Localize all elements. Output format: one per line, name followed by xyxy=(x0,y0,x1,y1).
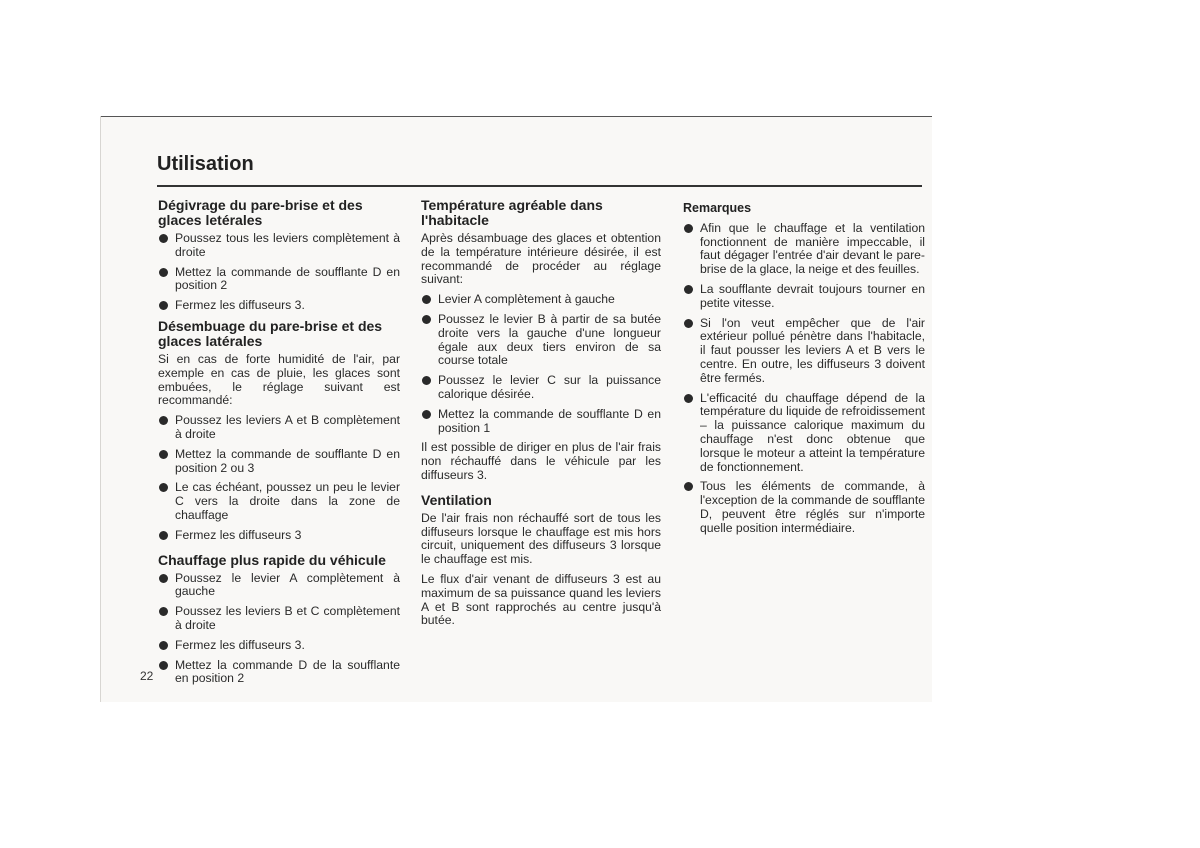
section-heading-ventilation: Ventilation xyxy=(421,491,492,508)
list-item: Poussez le levier C sur la puissance calorique désirée. xyxy=(421,374,661,402)
list-item: Le cas échéant, poussez un peu le levier C vers la droite dans la zone de chauffage xyxy=(158,481,400,522)
list-item: Poussez les leviers B et C complètement à droite xyxy=(158,605,400,633)
chauffage-rapide-list xyxy=(158,572,400,687)
list-item: Si l'on veut empêcher que de l'air extérieur pollué pénètre dans l'habitacle, il faut pousser les leviers A et B vers le centre. En outre, les diffuseurs 3 doivent être fermés. xyxy=(683,317,925,386)
list-item: Poussez tous les leviers complètement à droite xyxy=(158,232,400,260)
list-item: Poussez le levier A complètement à gauche xyxy=(158,572,400,600)
section-heading-remarques: Remarques xyxy=(683,201,752,215)
list-item: Afin que le chauffage et la ventilation fonctionnent de manière impeccable, il faut dégager l'entrée d'air devant le pare-brise de la glace, la neige et des feuilles. xyxy=(683,222,925,277)
title-rule xyxy=(157,185,922,187)
list-item: Fermez les diffuseurs 3 xyxy=(158,529,400,543)
page-left-edge xyxy=(100,116,101,702)
list-item: Poussez le levier B à partir de sa butée droite vers la gauche d'une longueur égale aux deux tiers environ de sa course totale xyxy=(421,313,661,368)
list-item: Fermez les diffuseurs 3. xyxy=(158,639,400,653)
page-title: Utilisation xyxy=(157,153,254,175)
temperature-paragraph-2: Il est possible de diriger en plus de l'air frais non réchauffé dans le véhicule par les diffuseurs 3. xyxy=(421,440,661,482)
column-left xyxy=(158,198,400,692)
list-item: Tous les éléments de commande, à l'exception de la commande de soufflante D, peuvent être réglés sur n'importe quelle position intermédiaire. xyxy=(683,480,925,535)
desembuage-paragraph: Si en cas de forte humidité de l'air, par exemple en cas de pluie, les glaces sont embuées, le réglage suivant est recommandé: xyxy=(158,351,400,408)
ventilation-paragraph-2: Le flux d'air venant de diffuseurs 3 est au maximum de sa puissance quand les leviers A et B sont rapprochés au centre jusqu'à butée. xyxy=(421,571,661,628)
desembuage-list xyxy=(158,414,400,542)
column-right xyxy=(683,198,925,542)
column-middle xyxy=(421,198,661,634)
section-heading-desembuage: Désembuage du pare-brise et des glaces latérales xyxy=(158,317,383,349)
section-heading-chauffage-rapide: Chauffage plus rapide du véhicule xyxy=(158,551,386,568)
list-item: La soufflante devrait toujours tourner en petite vitesse. xyxy=(683,283,925,311)
temperature-list xyxy=(421,293,661,435)
list-item: Levier A complètement à gauche xyxy=(421,293,661,307)
list-item: Mettez la commande de soufflante D en position 2 ou 3 xyxy=(158,448,400,476)
list-item: L'efficacité du chauffage dépend de la température du liquide de refroidissement – la puissance calorique maximum du chauffage n'est donc obtenue que lorsque le moteur a atteint la température de fonctionnement. xyxy=(683,392,925,475)
page-number: 22 xyxy=(140,669,154,683)
degivrage-list xyxy=(158,232,400,313)
list-item: Poussez les leviers A et B complètement à droite xyxy=(158,414,400,442)
temperature-paragraph: Après désambuage des glaces et obtention de la température intérieure désirée, il est recommandé de procéder au réglage suivant: xyxy=(421,231,661,287)
section-heading-temperature: Température agréable dans l'habitacle xyxy=(421,197,603,228)
list-item: Fermez les diffuseurs 3. xyxy=(158,299,400,313)
page-top-rule xyxy=(100,116,932,117)
remarques-list xyxy=(683,222,925,536)
list-item: Mettez la commande de soufflante D en position 1 xyxy=(421,408,661,436)
ventilation-paragraph-1: De l'air frais non réchauffé sort de tous les diffuseurs lorsque le chauffage est mis hors circuit, uniquement des diffuseurs 3 lorsque le chauffage est mis. xyxy=(421,510,661,567)
section-heading-degivrage: Dégivrage du pare-brise et des glaces letérales xyxy=(158,197,363,228)
list-item: Mettez la commande de soufflante D en position 2 xyxy=(158,266,400,294)
list-item: Mettez la commande D de la soufflante en position 2 xyxy=(158,659,400,687)
